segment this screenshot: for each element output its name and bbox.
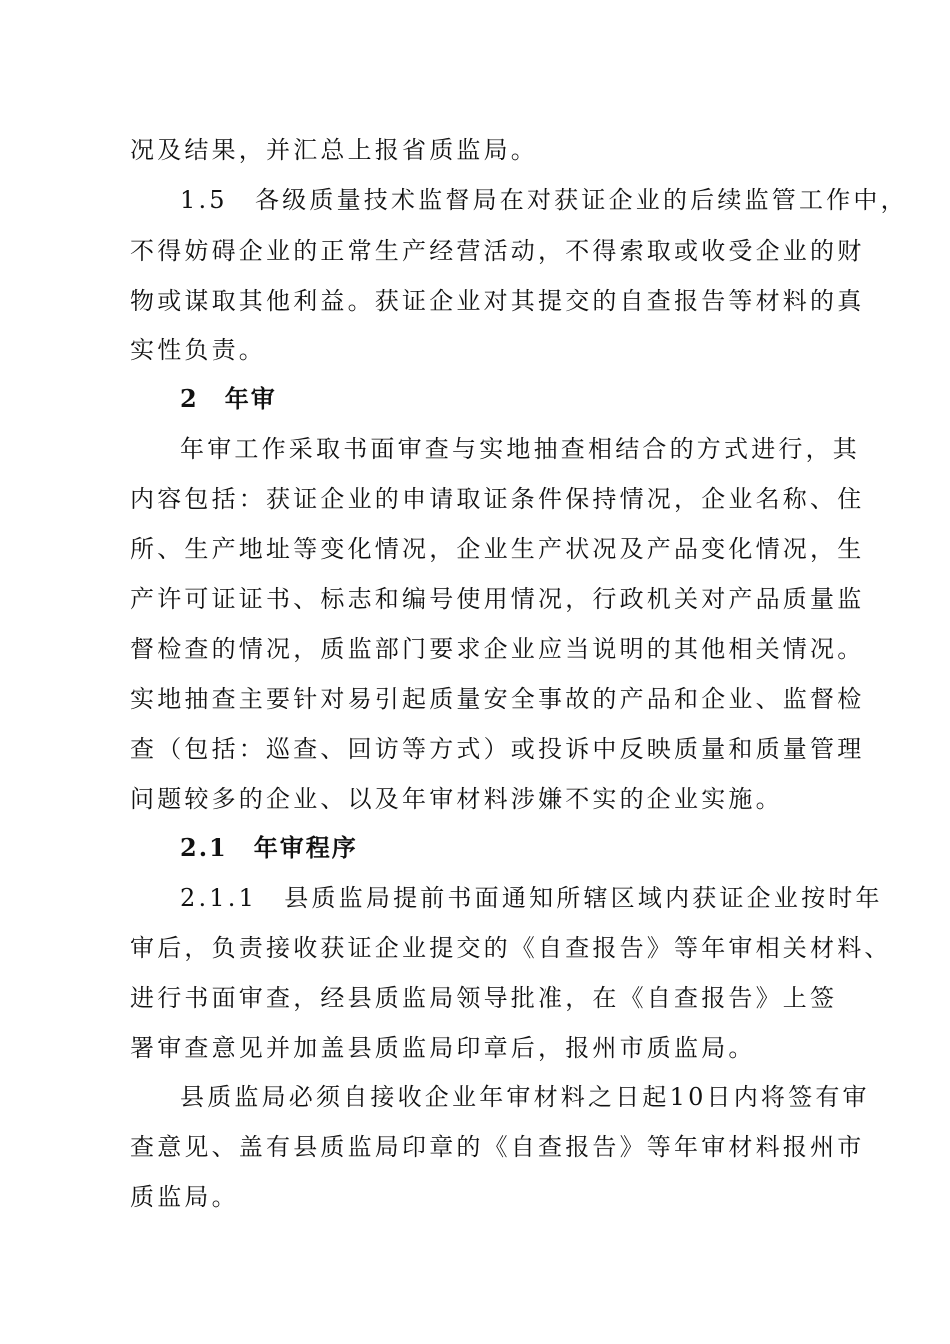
paragraph-line: 县质监局必须自接收企业年审材料之日起10日内将签有审 — [180, 1083, 870, 1111]
paragraph-line: 内容包括：获证企业的申请取证条件保持情况，企业名称、住 — [130, 485, 865, 513]
paragraph-line: 年审工作采取书面审查与实地抽查相结合的方式进行，其 — [180, 435, 860, 463]
section-heading: 2 年审 — [180, 384, 277, 413]
paragraph-line: 督检查的情况，质监部门要求企业应当说明的其他相关情况。 — [130, 635, 865, 663]
paragraph-line: 实性负责。 — [130, 336, 266, 364]
paragraph-line: 2.1.1 县质监局提前书面通知所辖区域内获证企业按时年 — [180, 884, 883, 912]
paragraph-line: 进行书面审查，经县质监局领导批准，在《自查报告》上签 — [130, 984, 838, 1012]
paragraph-line: 不得妨碍企业的正常生产经营活动，不得索取或收受企业的财 — [130, 237, 865, 265]
paragraph-line: 问题较多的企业、以及年审材料涉嫌不实的企业实施。 — [130, 785, 783, 813]
subsection-heading: 2.1 年审程序 — [180, 833, 358, 862]
paragraph-line: 实地抽查主要针对易引起质量安全事故的产品和企业、监督检 — [130, 685, 865, 713]
paragraph-line: 1.5 各级质量技术监督局在对获证企业的后续监管工作中， — [180, 186, 908, 214]
paragraph-line: 署审查意见并加盖县质监局印章后，报州市质监局。 — [130, 1034, 756, 1062]
paragraph-line: 物或谋取其他利益。获证企业对其提交的自查报告等材料的真 — [130, 287, 865, 315]
paragraph-line: 查意见、盖有县质监局印章的《自查报告》等年审材料报州市 — [130, 1133, 865, 1161]
paragraph-line: 所、生产地址等变化情况，企业生产状况及产品变化情况，生 — [130, 535, 865, 563]
paragraph-line: 产许可证证书、标志和编号使用情况，行政机关对产品质量监 — [130, 585, 865, 613]
paragraph-line: 质监局。 — [130, 1183, 239, 1211]
paragraph-line: 况及结果，并汇总上报省质监局。 — [130, 136, 538, 164]
paragraph-line: 查（包括：巡查、回访等方式）或投诉中反映质量和质量管理 — [130, 735, 865, 763]
paragraph-line: 审后，负责接收获证企业提交的《自查报告》等年审相关材料、 — [130, 934, 892, 962]
